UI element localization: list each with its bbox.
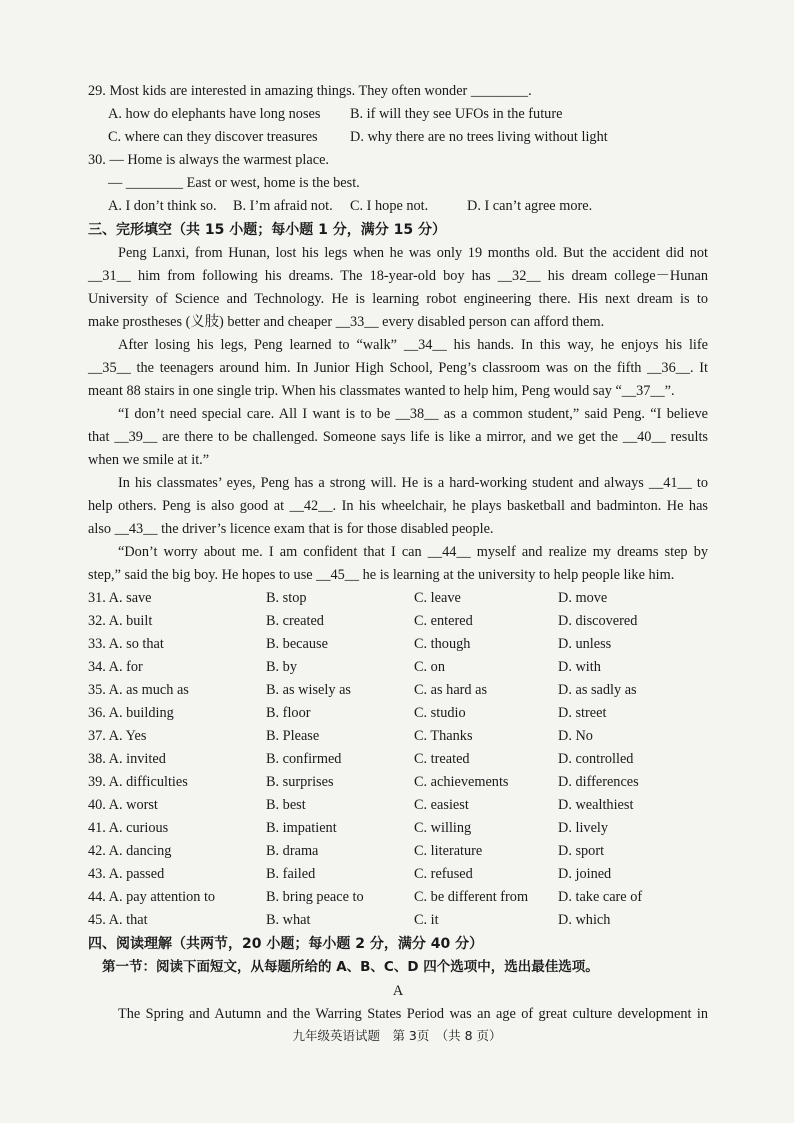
q29-stem: 29. Most kids are interested in amazing things. They often wonder ________.: [88, 83, 532, 99]
question-row: [88, 840, 708, 863]
option-b: B. drama: [266, 843, 319, 859]
question-row: [88, 725, 708, 748]
option-c: C. it: [414, 912, 439, 928]
option-a: 43. A. passed: [88, 866, 165, 882]
option-b: B. bring peace to: [266, 889, 364, 905]
option-c: C. willing: [414, 820, 472, 836]
q29-options-row1: [88, 103, 708, 126]
passage-line: After losing his legs, Peng learned to “walk” __34__ his hands. In this way, he enjoys his life: [118, 337, 708, 353]
option-b: B. impatient: [266, 820, 337, 836]
option-a: 36. A. building: [88, 705, 174, 721]
passage-line: Peng Lanxi, from Hunan, lost his legs when he was only 19 months old. But the accident did not: [118, 245, 708, 261]
option-d: D. which: [558, 912, 611, 928]
passage-line: meant 88 stairs in one single trip. When his classmates wanted to help him, Peng would say “__37__”.: [88, 383, 675, 399]
question-row: [88, 656, 708, 679]
option-b: B. as wisely as: [266, 682, 351, 698]
option-c: C. studio: [414, 705, 466, 721]
cloze-questions: [88, 587, 708, 932]
passage-line: help others. Peng is also good at __42__. In his wheelchair, he plays basketball and badminton. He has: [88, 498, 708, 514]
reading-first-line: The Spring and Autumn and the Warring States Period was an age of great culture development in: [118, 1006, 708, 1022]
option-b: B. surprises: [266, 774, 334, 790]
option-b: B. floor: [266, 705, 311, 721]
question-row: [88, 886, 708, 909]
option-d: D. differences: [558, 774, 639, 790]
option-d: D. joined: [558, 866, 612, 882]
q30-option-a: A. I don’t think so.: [108, 198, 217, 214]
option-a: 35. A. as much as: [88, 682, 189, 698]
question-row: [88, 817, 708, 840]
option-c: C. leave: [414, 590, 461, 606]
question-row: [88, 909, 708, 932]
option-d: D. controlled: [558, 751, 634, 767]
passage-line: In his classmates’ eyes, Peng has a strong will. He is a hard-working student and always __41__ to: [118, 475, 708, 491]
option-b: B. failed: [266, 866, 316, 882]
q30-reply: — ________ East or west, home is the best.: [108, 175, 360, 191]
option-b: B. because: [266, 636, 328, 652]
question-row: [88, 771, 708, 794]
option-a: 32. A. built: [88, 613, 153, 629]
passage-line: __31__ him from following his dreams. The 18-year-old boy has __32__ his dream college－Hunan: [88, 268, 708, 284]
question-row: [88, 587, 708, 610]
passage-line: step,” said the big boy. He hopes to use __45__ he is learning at the university to help people like him.: [88, 567, 675, 583]
passage-line: “I don’t need special care. All I want is to be __38__ as a common student,” said Peng. “I believe: [118, 406, 708, 422]
option-a: 37. A. Yes: [88, 728, 147, 744]
option-d: D. discovered: [558, 613, 638, 629]
question-row: [88, 633, 708, 656]
option-a: 40. A. worst: [88, 797, 158, 813]
option-b: B. Please: [266, 728, 320, 744]
option-d: D. unless: [558, 636, 612, 652]
section3-title: 三、完形填空（共 15 小题；每小题 1 分，满分 15 分）: [88, 222, 446, 238]
option-d: D. street: [558, 705, 607, 721]
option-d: D. move: [558, 590, 608, 606]
option-a: 39. A. difficulties: [88, 774, 188, 790]
option-d: D. as sadly as: [558, 682, 637, 698]
option-d: D. sport: [558, 843, 605, 859]
option-a: 33. A. so that: [88, 636, 164, 652]
q29-option-d: D. why there are no trees living without light: [350, 129, 608, 145]
passage-line: __35__ the teenagers around him. In Junior High School, Peng’s classroom was on the fifth __36__. It: [88, 360, 708, 376]
option-a: 41. A. curious: [88, 820, 169, 836]
cloze-passage: [88, 242, 708, 587]
q30-option-c: C. I hope not.: [350, 198, 429, 214]
section4-title: 四、阅读理解（共两节，20 小题；每小题 2 分，满分 40 分）: [88, 936, 484, 952]
passage-line: also __43__ the driver’s licence exam that is for those disabled people.: [88, 521, 494, 537]
option-d: D. wealthiest: [558, 797, 634, 813]
page-footer: 九年级英语试题 第 3页 （共 8 页）: [292, 1028, 502, 1043]
question-row: [88, 794, 708, 817]
q30-options: [88, 195, 708, 218]
option-d: D. No: [558, 728, 593, 744]
q30-option-d: D. I can’t agree more.: [467, 198, 593, 214]
question-row: [88, 748, 708, 771]
option-b: B. stop: [266, 590, 307, 606]
option-d: D. with: [558, 659, 601, 675]
q29-options-row2: [88, 126, 708, 149]
option-b: B. what: [266, 912, 311, 928]
option-a: 45. A. that: [88, 912, 148, 928]
option-b: B. best: [266, 797, 306, 813]
passage-line: make prostheses (义肢) better and cheaper __33__ every disabled person can afford them.: [88, 314, 605, 330]
page-content: [88, 80, 708, 1026]
section4-instruction: 第一节：阅读下面短文，从每题所给的 A、B、C、D 四个选项中，选出最佳选项。: [102, 959, 599, 975]
question-row: [88, 679, 708, 702]
passage-line: that __39__ are there to be challenged. Someone says life is like a mirror, and we get the __40__ results: [88, 429, 708, 445]
option-a: 31. A. save: [88, 590, 152, 606]
option-c: C. entered: [414, 613, 473, 629]
option-d: D. take care of: [558, 889, 643, 905]
option-c: C. achievements: [414, 774, 509, 790]
passage-label: A: [392, 983, 404, 999]
option-c: C. Thanks: [414, 728, 473, 744]
option-a: 38. A. invited: [88, 751, 166, 767]
option-c: C. literature: [414, 843, 483, 859]
option-a: 44. A. pay attention to: [88, 889, 216, 905]
option-b: B. confirmed: [266, 751, 342, 767]
option-a: 34. A. for: [88, 659, 143, 675]
option-c: C. on: [414, 659, 445, 675]
q29-option-b: B. if will they see UFOs in the future: [350, 106, 563, 122]
option-c: C. though: [414, 636, 471, 652]
question-row: [88, 610, 708, 633]
option-c: C. treated: [414, 751, 470, 767]
q30-option-b: B. I’m afraid not.: [233, 198, 333, 214]
passage-line: University of Science and Technology. He is learning robot engineering there. His next dream is to: [88, 291, 708, 307]
option-d: D. lively: [558, 820, 609, 836]
option-c: C. as hard as: [414, 682, 488, 698]
q30-stem: 30. — Home is always the warmest place.: [88, 152, 329, 168]
question-row: [88, 702, 708, 725]
option-c: C. refused: [414, 866, 473, 882]
option-c: C. be different from: [414, 889, 529, 905]
option-a: 42. A. dancing: [88, 843, 172, 859]
option-c: C. easiest: [414, 797, 469, 813]
option-b: B. created: [266, 613, 324, 629]
q29-option-c: C. where can they discover treasures: [108, 129, 318, 145]
q29-option-a: A. how do elephants have long noses: [108, 106, 321, 122]
question-row: [88, 863, 708, 886]
option-b: B. by: [266, 659, 297, 675]
passage-line: when we smile at it.”: [88, 452, 210, 468]
passage-line: “Don’t worry about me. I am confident that I can __44__ myself and realize my dreams step by: [118, 544, 708, 560]
